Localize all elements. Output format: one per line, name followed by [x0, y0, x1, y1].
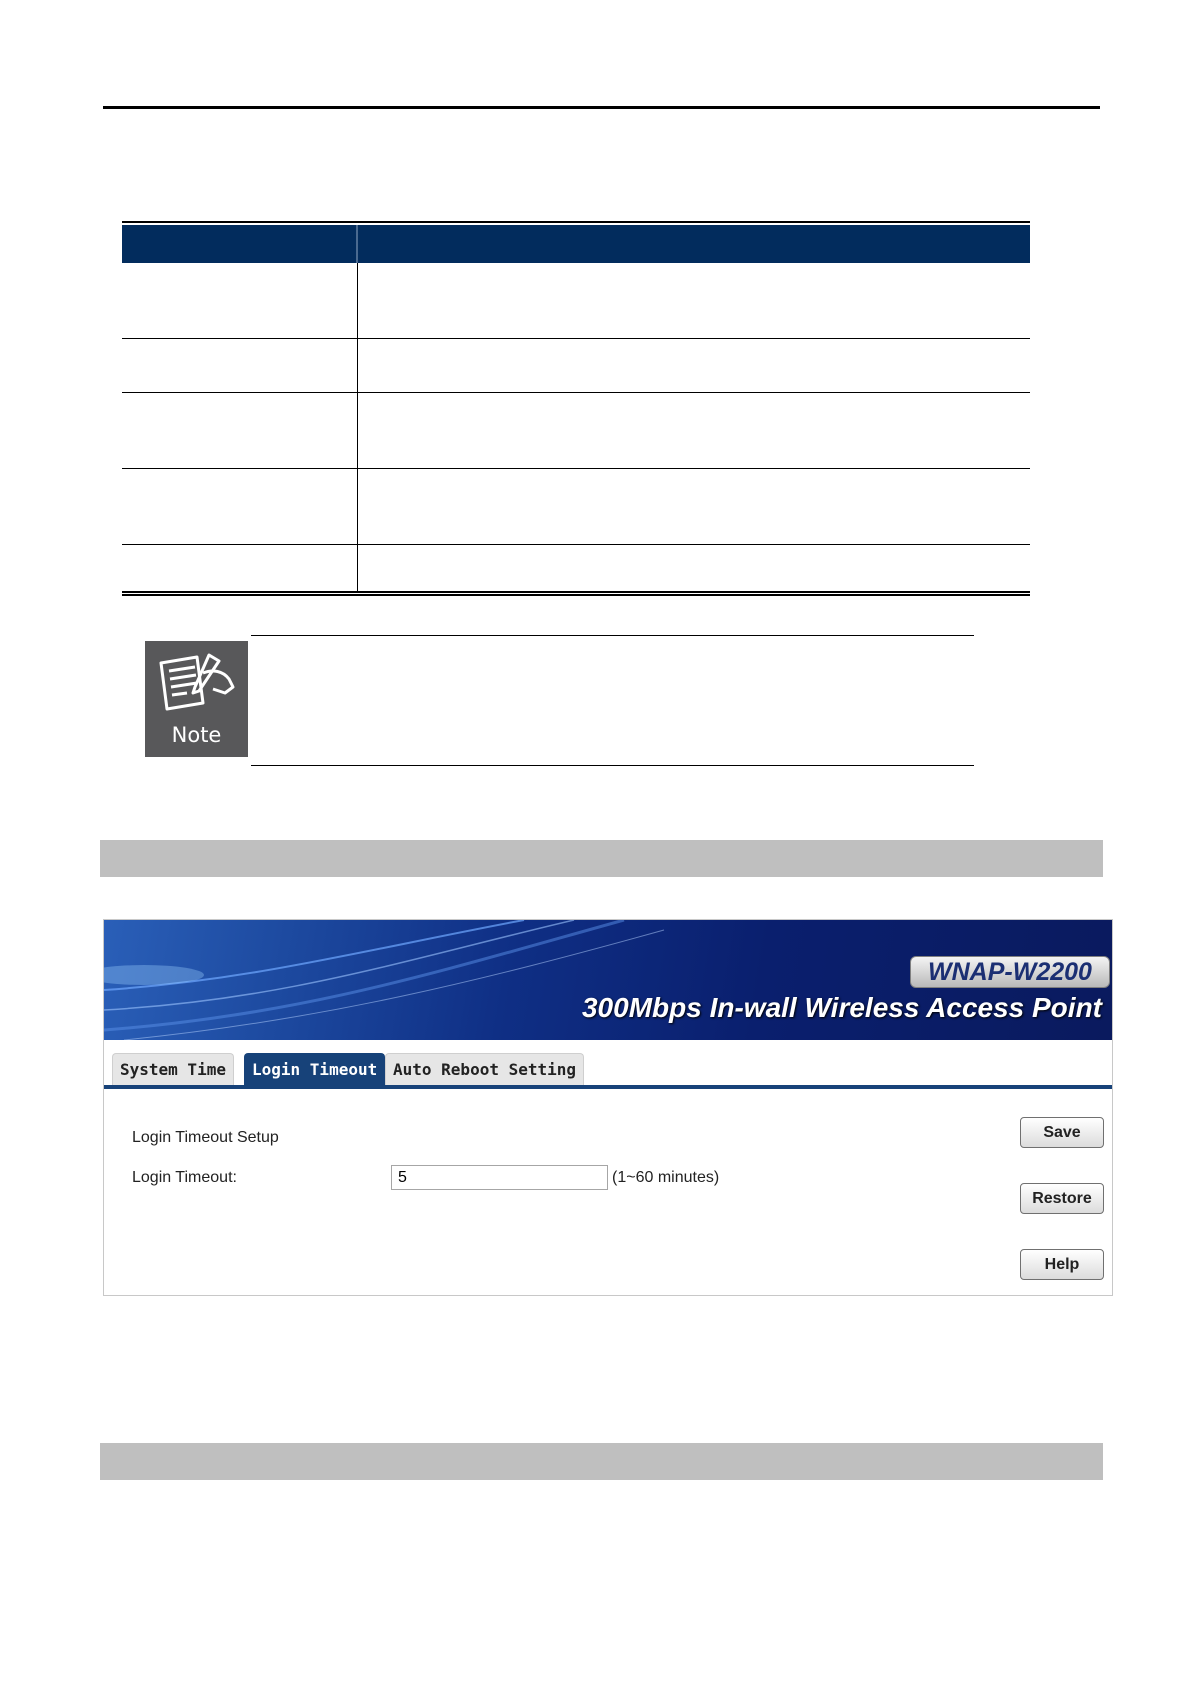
login-timeout-input[interactable]	[391, 1165, 608, 1190]
cell-divider	[357, 339, 358, 392]
note-bottom-rule	[251, 765, 974, 766]
table-top-rule	[122, 221, 1030, 223]
restore-button[interactable]: Restore	[1020, 1183, 1104, 1214]
web-ui-screenshot	[103, 919, 1113, 1296]
table-row	[122, 339, 1030, 393]
header-rule	[103, 106, 1100, 109]
table-row	[122, 263, 1030, 339]
product-banner	[104, 920, 1112, 1040]
section-heading-bar	[100, 840, 1103, 877]
note-icon	[145, 641, 248, 757]
cell-divider	[357, 469, 358, 544]
table-row	[122, 545, 1030, 591]
tab-underline	[104, 1085, 1112, 1089]
help-button[interactable]: Help	[1020, 1249, 1104, 1280]
note-label: Note	[171, 723, 222, 747]
table-row	[122, 393, 1030, 469]
product-title: 300Mbps In-wall Wireless Access Point	[581, 992, 1102, 1023]
cell-divider	[357, 393, 358, 468]
section-heading-bar	[100, 1443, 1103, 1480]
tab-login-timeout[interactable]: Login Timeout	[244, 1053, 385, 1085]
login-timeout-hint: (1~60 minutes)	[612, 1169, 720, 1186]
note-top-rule	[251, 635, 974, 636]
table-bottom-rule	[122, 591, 1030, 596]
table-header	[122, 225, 1030, 263]
header-divider	[356, 225, 358, 263]
cell-divider	[357, 545, 358, 591]
table-row	[122, 469, 1030, 545]
section-title: Login Timeout Setup	[132, 1129, 279, 1146]
tab-auto-reboot-setting[interactable]: Auto Reboot Setting	[385, 1053, 584, 1085]
login-timeout-label: Login Timeout:	[132, 1169, 237, 1186]
model-badge: WNAP-W2200	[910, 956, 1110, 988]
tab-system-time[interactable]: System Time	[112, 1053, 234, 1085]
cell-divider	[357, 263, 358, 338]
save-button[interactable]: Save	[1020, 1117, 1104, 1148]
note-pen-icon	[157, 651, 237, 723]
